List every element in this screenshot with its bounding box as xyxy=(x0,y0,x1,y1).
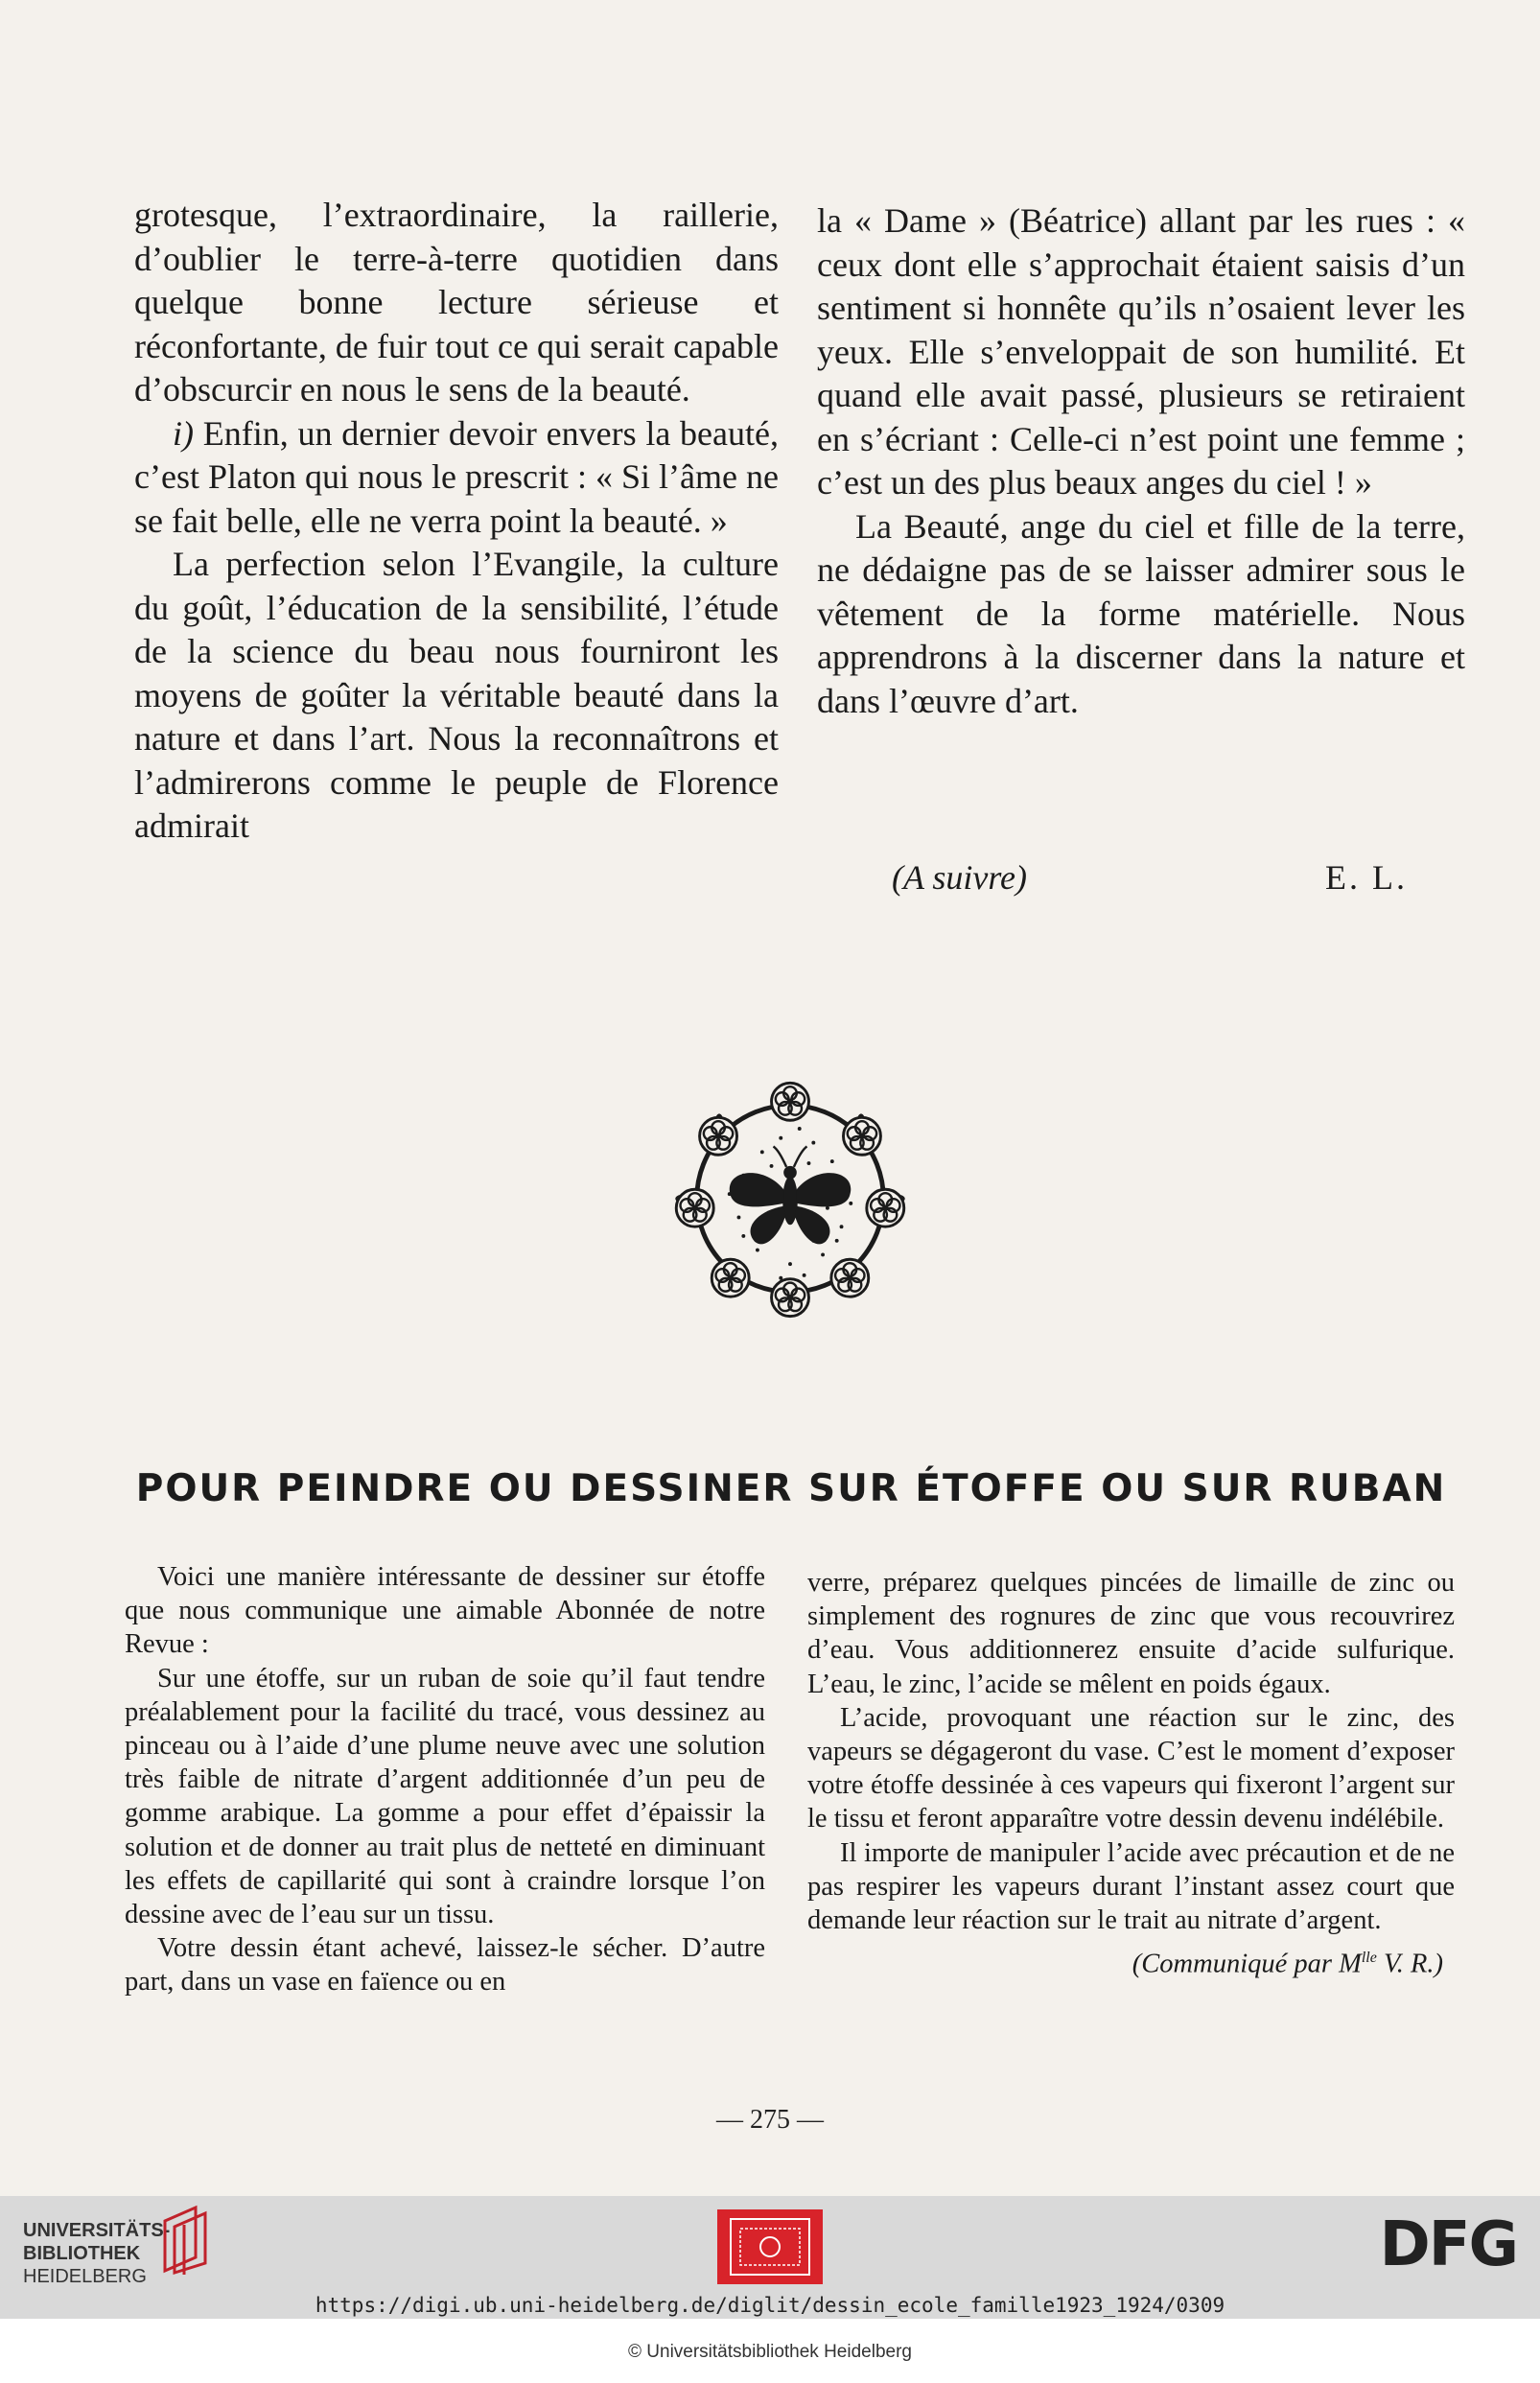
paragraph: L’acide, provoquant une réaction sur le zinc, des vapeurs se dégageront du vase. C’est le moment d’exposer votre étoffe dessinée à ces vapeurs qui fixeront l’argent sur le tissu et feront apparaître votre dessin devenu indélébile. xyxy=(807,1702,1455,1834)
paragraph xyxy=(134,412,779,544)
butterfly-flower-wreath-icon xyxy=(650,1059,930,1339)
ub-heidelberg-logo-icon[interactable] xyxy=(157,2202,215,2278)
library-name[interactable] xyxy=(23,2219,170,2288)
page-number: — 275 — xyxy=(716,2105,824,2135)
library-line: HEIDELBERG xyxy=(23,2266,147,2287)
continued-note: (A suivre) xyxy=(892,858,1027,897)
article-column-left xyxy=(134,194,779,849)
permalink-url[interactable]: https://digi.ub.uni-heidelberg.de/diglit/dessin_ecole_famille1923_1924/0309 xyxy=(315,2294,1225,2317)
credit-prefix: (Communiqué par M xyxy=(1132,1949,1362,1979)
credit-suffix: V. R.) xyxy=(1376,1949,1443,1979)
paragraph: verre, préparez quelques pincées de limaille de zinc ou simplement des rognures de zinc que vous recouvrirez d’eau. Vous additionnerez ensuite d’acide sulfurique. L’eau, le zinc, l’acide se mêlent en poids égaux. xyxy=(807,1568,1455,1699)
viewer-footer xyxy=(0,2196,1540,2383)
library-line: BIBLIOTHEK xyxy=(23,2243,141,2264)
dfg-logo[interactable]: DFG xyxy=(1379,2209,1517,2280)
episteme-logo-icon[interactable] xyxy=(717,2209,823,2284)
paragraph-text: Enfin, un dernier devoir envers la beauté, c’est Platon qui nous le prescrit : « Si l’âme ne se fait belle, elle ne verra point la beauté. » xyxy=(134,413,779,540)
paragraph: Sur une étoffe, sur un ruban de soie qu’il faut tendre préalablement pour la facilité du tracé, vous dessinez au pinceau ou à l’aide d’une plume neuve avec une solution très faible de nitrate d’argent additionnée d’un peu de gomme arabique. La gomme a pour effet d’épaissir la solution et de donner au trait plus de netteté en diminuant les effets de capillarité qui sont à craindre lorsque l’on dessine avec de l’eau sur un tissu. xyxy=(125,1663,765,1930)
paragraph: la « Dame » (Béatrice) allant par les rues : « ceux dont elle s’approchait étaient saisis d’un sentiment si honnête qu’ils n’osaient lever les yeux. Elle s’enveloppait de son humilité. Et quand elle avait passé, plusieurs se retiraient en s’écriant : Celle-ci n’est point une femme ; c’est un des plus beaux anges du ciel ! » xyxy=(817,201,1465,502)
paragraph: La Beauté, ange du ciel et fille de la terre, ne dédaigne pas de se laisser admirer sous le vêtement de la forme matérielle. Nous apprendrons à la discerner dans la nature et dans l’œuvre d’art. xyxy=(817,506,1465,720)
credit-superscript: lle xyxy=(1361,1950,1377,1967)
paragraph: Votre dessin étant achevé, laissez-le sécher. D’autre part, dans un vase en faïence ou en xyxy=(125,1933,765,1998)
paragraph: grotesque, l’extraordinaire, la raillerie, d’oublier le terre-à-terre quotidien dans quelque bonne lecture sérieuse et réconfortante, de fuir tout ce qui serait capable d’obscurcir en nous le sens de la beauté. xyxy=(134,196,779,409)
library-line: UNIVERSITÄTS- xyxy=(23,2220,171,2241)
article-column-right xyxy=(817,199,1465,723)
article-column-left xyxy=(125,1560,765,1999)
paragraph: Voici une manière intéressante de dessiner sur étoffe que nous communique une aimable Abonnée de notre Revue : xyxy=(125,1562,765,1660)
article-title: POUR PEINDRE OU DESSINER SUR ÉTOFFE OU SUR RUBAN xyxy=(135,1467,1447,1510)
paragraph: La perfection selon l’Evangile, la culture du goût, l’éducation de la sensibilité, l’étude de la science du beau nous fourniront les moyens de goûter la véritable beauté dans la nature et dans l’art. Nous la reconnaîtrons et l’admirerons comme le peuple de Florence admirait xyxy=(134,545,779,845)
copyright-notice: © Universitätsbibliothek Heidelberg xyxy=(628,2342,912,2362)
paragraph: Il importe de manipuler l’acide avec précaution et de ne pas respirer les vapeurs durant l’instant assez court que demande leur réaction sur le trait au nitrate d’argent. xyxy=(807,1837,1455,1936)
author-initials: E. L. xyxy=(1325,858,1408,897)
credit-line xyxy=(807,1941,1455,1981)
item-marker: i) xyxy=(173,413,194,453)
article-column-right xyxy=(807,1566,1455,1981)
